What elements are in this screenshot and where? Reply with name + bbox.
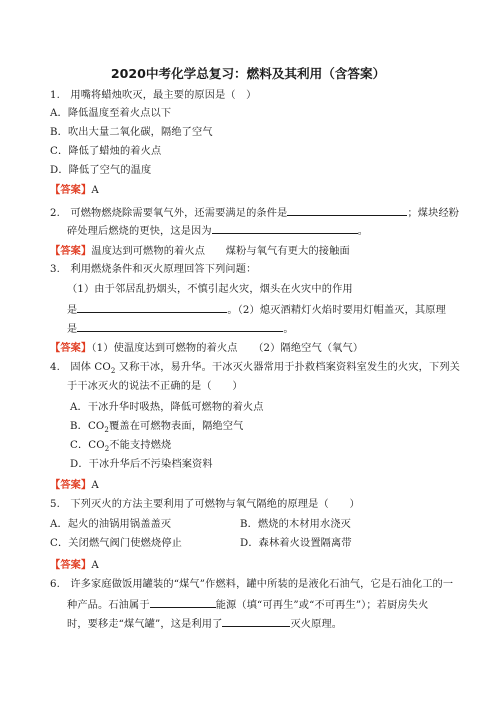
q1-answer — [50, 183, 99, 198]
q2-blank-2[interactable] — [212, 223, 358, 234]
q4-option-b-2: 覆盖在可燃物表面，隔绝空气 — [109, 421, 244, 432]
q3-line-3 — [67, 321, 294, 337]
q3-line-2 — [67, 302, 446, 318]
q6-line-3 — [67, 616, 342, 632]
q2-answer-value: 温度达到可燃物的着火点 煤粉与氧气有更大的接触面 — [91, 246, 350, 257]
q5-option-b: B．燃烧的木材用水浇灭 — [240, 519, 352, 530]
answer-tag: 【答案】 — [50, 184, 92, 196]
answer-tag: 【答案】 — [50, 245, 92, 257]
q4-sub-2: 2 — [104, 445, 110, 454]
q2-line-1 — [50, 205, 459, 221]
q3-stem: 3. 利用燃烧条件和灭火原理回答下列问题： — [50, 264, 257, 275]
q1-option-c: C．降低了蜡烛的着火点 — [50, 146, 162, 157]
q3-blank-1[interactable] — [77, 302, 227, 313]
answer-tag: 【答案】 — [50, 479, 92, 491]
q6-line-2 — [67, 597, 428, 613]
q6-blank-2[interactable] — [222, 616, 290, 627]
q5-stem: 5. 下列灭火的方法主要利用了可燃物与氧气隔绝的原理是（ ） — [50, 499, 360, 510]
q4-option-c — [70, 439, 171, 453]
answer-tag: 【答案】 — [50, 342, 92, 354]
q4-option-d: D．干冰升华后不污染档案资料 — [70, 459, 213, 470]
q1-option-b: B．吹出大量二氧化碳，隔绝了空气 — [50, 127, 213, 138]
q1-option-d: D．降低了空气的温度 — [50, 165, 152, 176]
q6-line-2-end: 能源（填“可再生”或“不可再生”）；若厨房失火 — [215, 600, 429, 611]
q4-answer-value: A — [91, 480, 99, 491]
page-title: 2020中考化学总复习：燃料及其利用（含答案） — [110, 66, 386, 81]
q4-line-1-a: 4. 固体 CO — [50, 362, 111, 373]
q4-sub-2: 2 — [104, 426, 110, 435]
q2-answer — [50, 244, 350, 259]
q3-line-2-mid: 。（2）熄灭酒精灯火焰时要用灯帽盖灭，其原理 — [227, 305, 446, 316]
q4-option-b — [70, 420, 243, 434]
q5-answer-value: A — [91, 560, 99, 571]
q4-option-b-1: B．CO — [70, 421, 105, 432]
answer-tag: 【答案】 — [50, 559, 92, 571]
q3-answer-value: （1）使温度达到可燃物的着火点 （2）隔绝空气（氧气） — [91, 343, 364, 354]
q6-line-3-end: 灭火原理。 — [290, 619, 343, 630]
q4-line-2: 于干冰灭火的说法不正确的是（ ） — [67, 381, 243, 392]
q5-option-a: A．起火的油锅用锅盖盖灭 — [50, 519, 172, 530]
q1-option-a: A．降低温度至着火点以下 — [50, 108, 172, 119]
q3-line-3-end: 。 — [283, 324, 294, 335]
q4-line-1 — [50, 361, 460, 375]
q4-option-c-2: 不能支持燃烧 — [109, 440, 172, 451]
q3-blank-2[interactable] — [77, 321, 283, 332]
q3-line-3-start: 是 — [67, 324, 78, 335]
q2-line-2 — [67, 223, 368, 239]
q5-answer — [50, 558, 99, 573]
q3-line-2-start: 是 — [67, 305, 78, 316]
q3-line-1: （1）由于邻居乱扔烟头，不慎引起火灾，烟头在火灾中的作用 — [67, 284, 353, 295]
q5-option-c: C．关闭燃气阀门使燃烧停止 — [50, 538, 182, 549]
q6-line-1: 6. 许多家庭做饭用罐装的“煤气”作燃料，罐中所装的是液化石油气，它是石油化工的一 — [50, 579, 454, 590]
q6-line-3-text: 时，要移走“煤气罐”，这是利用了 — [67, 619, 223, 630]
q5-option-d: D．森林着火设置隔离带 — [240, 538, 352, 549]
q4-answer — [50, 478, 99, 493]
q6-blank-1[interactable] — [150, 597, 216, 608]
q6-line-2-text: 种产品。石油属于 — [67, 600, 150, 611]
q2-line-1-end: ；煤块经粉 — [407, 208, 460, 219]
q4-line-1-b: 又称干冰，易升华。干冰灭火器常用于扑救档案资料室发生的火灾，下列关 — [115, 362, 461, 373]
q3-answer — [50, 341, 363, 356]
q2-blank-1[interactable] — [287, 205, 407, 216]
q1-stem: 1. 用嘴将蜡烛吹灭，最主要的原因是（ ） — [50, 90, 257, 101]
q2-line-1-text: 2. 可燃物燃烧除需要氧气外，还需要满足的条件是 — [50, 208, 288, 219]
q2-line-2-text: 碎处理后燃烧的更快，这是因为 — [67, 226, 212, 237]
q4-option-a: A．干冰升华时吸热，降低可燃物的着火点 — [70, 402, 264, 413]
q1-answer-value: A — [91, 185, 99, 196]
q4-option-c-1: C．CO — [70, 440, 105, 451]
q2-line-2-end: 。 — [357, 226, 369, 237]
q4-sub-2: 2 — [110, 367, 116, 376]
